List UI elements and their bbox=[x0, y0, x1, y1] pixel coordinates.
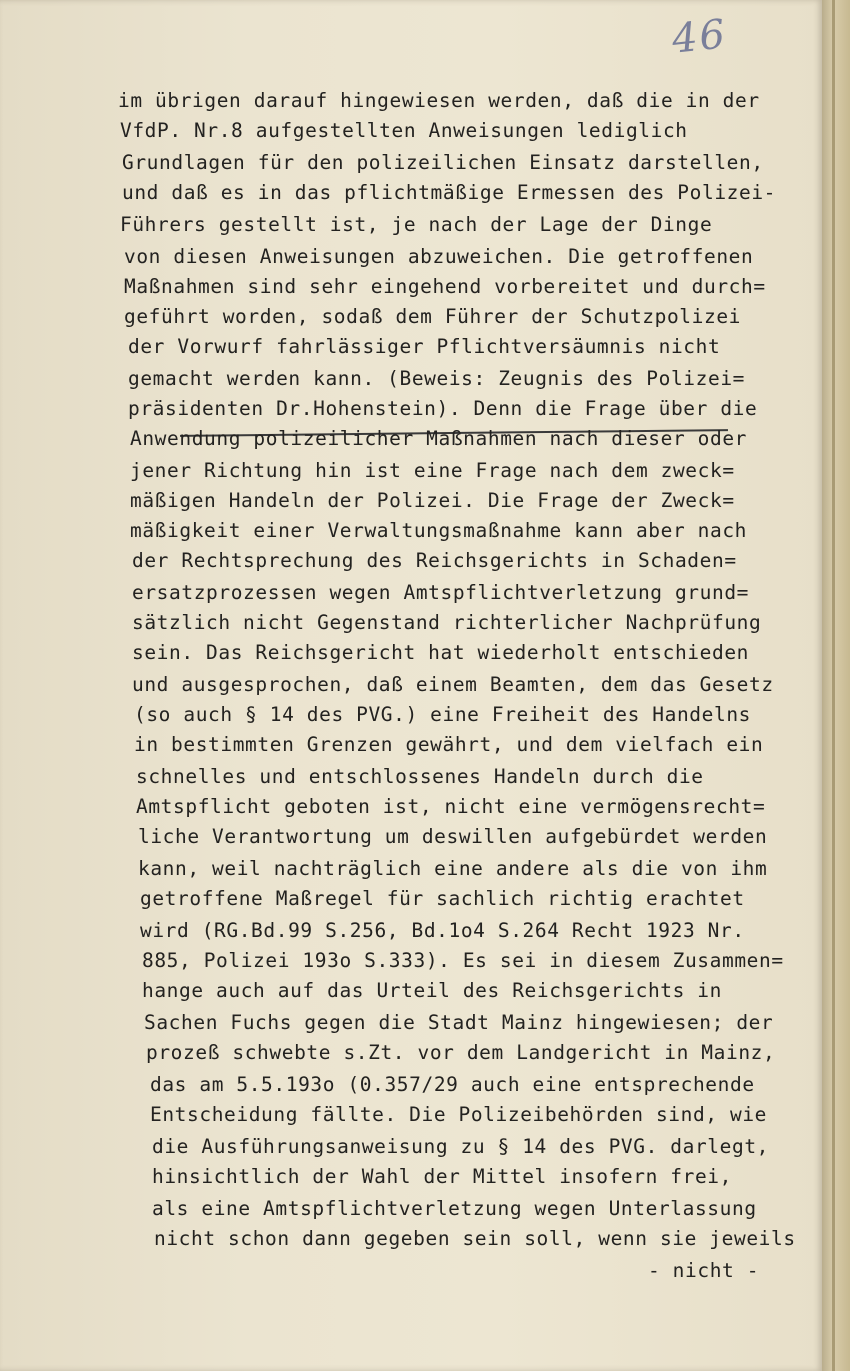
text-line: hinsichtlich der Wahl der Mittel insofern frei, bbox=[152, 1165, 732, 1188]
text-line: wird (RG.Bd.99 S.256, Bd.1o4 S.264 Recht 1923 Nr. bbox=[140, 919, 745, 942]
text-line: das am 5.5.193o (0.357/29 auch eine entsprechende bbox=[150, 1073, 755, 1096]
text-line: 885, Polizei 193o S.333). Es sei in diesem Zusammen= bbox=[142, 949, 784, 972]
text-line: sätzlich nicht Gegenstand richterlicher Nachprüfung bbox=[132, 611, 762, 634]
text-line: nicht schon dann gegeben sein soll, wenn sie jeweils bbox=[154, 1227, 796, 1250]
text-line: der Rechtsprechung des Reichsgerichts in Schaden= bbox=[132, 549, 737, 572]
text-line: Anwendung polizeilicher Maßnahmen nach dieser oder bbox=[130, 427, 747, 450]
text-line: als eine Amtspflichtverletzung wegen Unterlassung bbox=[152, 1197, 757, 1220]
text-line: liche Verantwortung um deswillen aufgebürdet werden bbox=[138, 825, 768, 848]
text-line: und daß es in das pflichtmäßige Ermessen des Polizei- bbox=[122, 181, 777, 204]
continuation-word: - nicht - bbox=[648, 1259, 760, 1282]
page-edge-strip bbox=[832, 0, 835, 1371]
text-line: Grundlagen für den polizeilichen Einsatz darstellen, bbox=[122, 151, 764, 174]
text-line: Amtspflicht geboten ist, nicht eine vermögensrecht= bbox=[136, 795, 766, 818]
text-line: prozeß schwebte s.Zt. vor dem Landgericht in Mainz, bbox=[146, 1041, 776, 1064]
text-line: jener Richtung hin ist eine Frage nach dem zweck= bbox=[130, 459, 735, 482]
text-line: im übrigen darauf hingewiesen werden, daß die in der bbox=[118, 89, 760, 112]
page-number: 46 bbox=[669, 11, 730, 63]
text-line: getroffene Maßregel für sachlich richtig erachtet bbox=[140, 887, 745, 910]
text-line: Maßnahmen sind sehr eingehend vorbereitet und durch= bbox=[124, 275, 766, 298]
text-line: Entscheidung fällte. Die Polizeibehörden sind, wie bbox=[150, 1103, 767, 1126]
text-line: die Ausführungsanweisung zu § 14 des PVG. darlegt, bbox=[152, 1135, 769, 1158]
text-line: mäßigen Handeln der Polizei. Die Frage der Zweck= bbox=[130, 489, 735, 512]
text-line: mäßigkeit einer Verwaltungsmaßnahme kann aber nach bbox=[130, 519, 747, 542]
text-line: in bestimmten Grenzen gewährt, und dem vielfach ein bbox=[134, 733, 764, 756]
text-line: sein. Das Reichsgericht hat wiederholt entschieden bbox=[132, 641, 749, 664]
text-line: schnelles und entschlossenes Handeln durch die bbox=[136, 765, 704, 788]
text-line: Führers gestellt ist, je nach der Lage der Dinge bbox=[120, 213, 713, 236]
adjacent-page-edge bbox=[822, 0, 850, 1371]
text-line: VfdP. Nr.8 aufgestellten Anweisungen lediglich bbox=[120, 119, 688, 142]
text-line: präsidenten Dr.Hohenstein). Denn die Frage über die bbox=[128, 397, 758, 420]
text-line: von diesen Anweisungen abzuweichen. Die getroffenen bbox=[124, 245, 754, 268]
text-line: gemacht werden kann. (Beweis: Zeugnis des Polizei= bbox=[128, 367, 745, 390]
text-line: ersatzprozessen wegen Amtspflichtverletzung grund= bbox=[132, 581, 749, 604]
text-line: der Vorwurf fahrlässiger Pflichtversäumnis nicht bbox=[128, 335, 721, 358]
text-line: geführt worden, sodaß dem Führer der Schutzpolizei bbox=[124, 305, 741, 328]
text-line: hange auch auf das Urteil des Reichsgerichts in bbox=[142, 979, 722, 1002]
text-line: Sachen Fuchs gegen die Stadt Mainz hingewiesen; der bbox=[144, 1011, 774, 1034]
text-line: und ausgesprochen, daß einem Beamten, dem das Gesetz bbox=[132, 673, 774, 696]
text-line: kann, weil nachträglich eine andere als die von ihm bbox=[138, 857, 768, 880]
text-line: (so auch § 14 des PVG.) eine Freiheit des Handelns bbox=[134, 703, 751, 726]
